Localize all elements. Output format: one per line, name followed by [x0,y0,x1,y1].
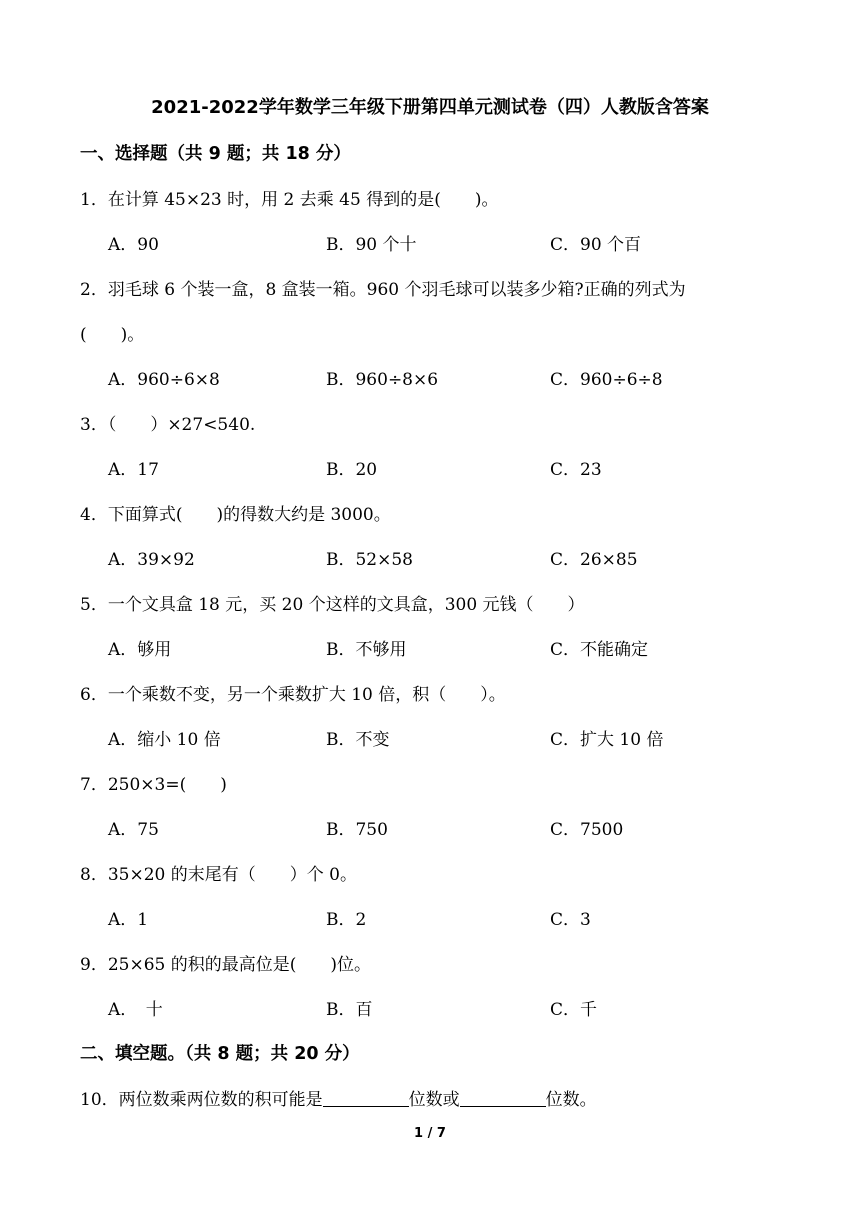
question-3: 3．（ ）×27<540. [80,415,256,435]
q10-text-2: 位数或 [408,1090,460,1110]
q10-text-1: 10．两位数乘两位数的积可能是 [80,1090,323,1110]
q5-option-b: B．不够用 [326,640,407,660]
q4-option-b: B．52×58 [326,550,414,570]
section-heading-choice: 一、选择题（共 9 题；共 18 分） [80,144,351,164]
q3-option-b: B．20 [326,460,378,480]
question-6: 6．一个乘数不变，另一个乘数扩大 10 倍，积（ ）。 [80,685,506,705]
q3-option-a: A．17 [108,460,159,480]
q2-option-b: B．960÷8×6 [326,370,439,390]
q9-option-a: A． 十 [108,1000,163,1020]
q3-option-c: C．23 [550,460,602,480]
question-4: 4．下面算式( )的得数大约是 3000。 [80,505,391,525]
q7-option-c: C．7500 [550,820,624,840]
q1-option-c: C．90 个百 [550,235,642,255]
q4-option-c: C．26×85 [550,550,638,570]
answer-blank-2[interactable] [460,1090,546,1107]
question-10 [80,1085,597,1110]
page-number: 1 / 7 [414,1126,446,1141]
q4-option-a: A．39×92 [108,550,195,570]
q7-option-a: A．75 [108,820,159,840]
q6-option-a: A．缩小 10 倍 [108,730,221,750]
q6-option-c: C．扩大 10 倍 [550,730,664,750]
q1-option-b: B．90 个十 [326,235,417,255]
question-1: 1．在计算 45×23 时，用 2 去乘 45 得到的是( )。 [80,190,499,210]
q9-option-c: C．千 [550,1000,598,1020]
q8-option-c: C．3 [550,910,591,930]
question-8: 8．35×20 的末尾有（ ）个 0。 [80,865,357,885]
question-9: 9．25×65 的积的最高位是( )位。 [80,955,371,975]
q6-option-b: B．不变 [326,730,390,750]
page-title: 2021-2022学年数学三年级下册第四单元测试卷（四）人教版含答案 [151,97,709,118]
section-heading-fill: 二、填空题。（共 8 题；共 20 分） [80,1044,360,1064]
question-7: 7．250×3=( ) [80,775,227,795]
q5-option-a: A．够用 [108,640,172,660]
q5-option-c: C．不能确定 [550,640,649,660]
q7-option-b: B．750 [326,820,388,840]
question-2-cont: ( )。 [80,325,145,345]
question-5: 5．一个文具盒 18 元，买 20 个这样的文具盒，300 元钱（ ） [80,595,585,615]
q2-option-c: C．960÷6÷8 [550,370,663,390]
q9-option-b: B．百 [326,1000,373,1020]
q10-text-3: 位数。 [545,1090,597,1110]
q8-option-b: B．2 [326,910,367,930]
answer-blank-1[interactable] [323,1090,409,1107]
q8-option-a: A．1 [108,910,149,930]
q1-option-a: A．90 [108,235,159,255]
q2-option-a: A．960÷6×8 [108,370,220,390]
question-2: 2．羽毛球 6 个装一盒，8 盒装一箱。960 个羽毛球可以装多少箱?正确的列式为 [80,280,686,300]
